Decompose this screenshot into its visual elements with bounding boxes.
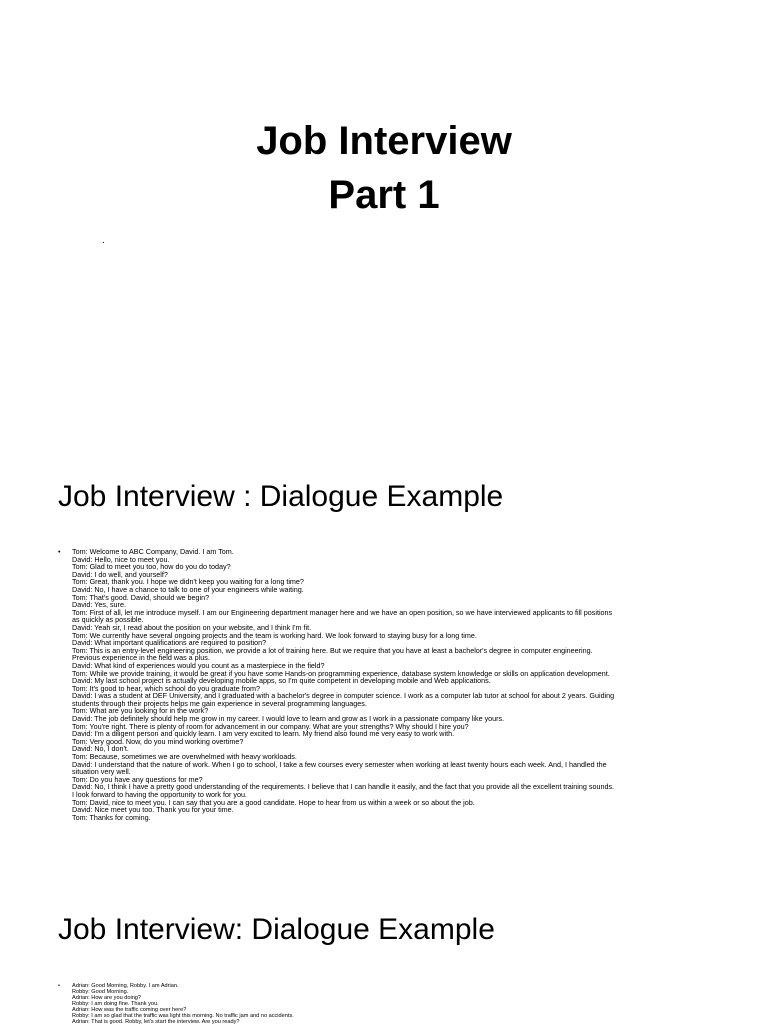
dialogue-line: Tom: Welcome to ABC Company, David. I am Tom. — [72, 547, 234, 556]
dialogue-line: Tom: Thanks for coming. — [72, 812, 151, 822]
dialogue-line: Tom: While we provide training, it would be great if you have some Hands-on programming experience, database system knowledge or skills on application development. — [72, 668, 610, 678]
dialogue-line: David: No, I have a chance to talk to one of your engineers while waiting. — [72, 584, 304, 594]
dialogue-line: Tom: We currently have several ongoing projects and the team is working hard. We look forward to staying busy for a long time. — [72, 630, 477, 640]
dialogue-line: as quickly as possible. — [72, 615, 144, 625]
dialogue-line: Adrian: That is good. Robby, let's start the interview. Are you ready? — [72, 1019, 240, 1025]
dialogue-line: David: I do well, and yourself? — [72, 569, 168, 579]
dialogue-line: David: I was a student at DEF University, and I graduated with a bachelor's degree in computer science. I work as a computer lab tutor at school for about 2 years. Guiding — [72, 691, 615, 701]
dialogue-line: Tom: Very good. Now, do you mind working overtime? — [72, 736, 244, 746]
dialogue-line: Tom: Do you have any questions for me? — [72, 774, 203, 784]
dialogue-line: Previous experience in the field was a plus. — [72, 653, 210, 663]
dialogue-line: Adrian: How was the traffic coming over here? — [72, 1007, 187, 1013]
dialogue-line: David: What important qualifications are required to position? — [72, 638, 267, 648]
dialogue-block-1 — [58, 548, 718, 821]
dialogue-line: Robby: I am so glad that the traffic was light this morning. No traffic jam and no accidents. — [72, 1013, 294, 1019]
dialogue-line: situation very well. — [72, 767, 131, 777]
dialogue-line: David: Hello, nice to meet you. — [72, 554, 170, 564]
dialogue-line: Robby: Good Morning. — [72, 989, 129, 995]
dialogue-line: Robby: I am doing fine. Thank you. — [72, 1001, 159, 1007]
dialogue-line: Adrian: How are you doing? — [72, 995, 142, 1001]
dialogue-line: Tom: Glad to meet you too, how do you do today? — [72, 562, 231, 572]
dialogue-line: Tom: Because, sometimes we are overwhelmed with heavy workloads. — [72, 752, 297, 762]
dialogue-line: Tom: David, nice to meet you. I can say that you are a good candidate. Hope to hear from us within a week or so about the job. — [72, 797, 475, 807]
dialogue-line: David: Yes, sure. — [72, 600, 126, 610]
dialogue-line: Tom: This is an entry-level engineering position, we provide a lot of training here. But we require that you have at least a bachelor's degree in computer engineering. — [72, 645, 593, 655]
dialogue-line: students through their projects helps me gain experience in several programming languages. — [72, 698, 367, 708]
dialogue-line: David: No, I don't. — [72, 744, 129, 754]
stray-mark: . — [102, 235, 105, 246]
dialogue-line: David: What kind of experiences would you count as a masterpiece in the field? — [72, 660, 325, 670]
dialogue-line: David: I'm a diligent person and quickly learn. I am very excited to learn. My friend also found me very easy to work with. — [72, 729, 455, 739]
bullet-marker: • — [58, 547, 61, 556]
slide-title-line-2: Part 1 — [328, 173, 440, 217]
dialogue-line: David: I understand that the nature of work. When I go to school, I take a few courses every semester when working at least twenty hours each week. And, I handled the — [72, 759, 607, 769]
dialogue-lines — [72, 983, 718, 1025]
dialogue-line: David: My last school project is actually developing mobile apps, so I'm quite competent in developing mobile and Web applications. — [72, 676, 491, 686]
dialogue-line: Tom: Great, thank you. I hope we didn't keep you waiting for a long time? — [72, 577, 304, 587]
dialogue-line: David: Yeah sir, I read about the position on your website, and I think I'm fit. — [72, 622, 312, 632]
dialogue-block-2 — [58, 983, 718, 1025]
bullet-marker: • — [58, 983, 60, 989]
slide-title-line-1: Job Interview — [256, 119, 512, 163]
dialogue-line: Tom: It's good to hear, which school do you graduate from? — [72, 683, 260, 693]
dialogue-line: Tom: What are you looking for in the work? — [72, 706, 209, 716]
dialogue-line: Tom: That's good. David, should we begin? — [72, 592, 210, 602]
dialogue-line: Adrian: Good Morning, Robby. I am Adrian. — [72, 983, 179, 989]
dialogue-lines — [72, 548, 718, 821]
dialogue-line: Tom: First of all, let me introduce myself. I am our Engineering department manager here and we have an open position, so we have interviewed applicants to fill positions — [72, 607, 613, 617]
section-heading-dialogue-1: Job Interview : Dialogue Example — [58, 480, 504, 513]
dialogue-line: I look forward to having the opportunity to work for you. — [72, 790, 247, 799]
dialogue-line: Tom: You're right. There is plenty of room for advancement in our company. What are your strengths? Why should I hire you? — [72, 721, 469, 731]
dialogue-line: David: The job definitely should help me grow in my career. I would love to learn and grow as I work in a passionate company like yours. — [72, 714, 505, 724]
dialogue-line: David: Nice meet you too. Thank you for your time. — [72, 805, 234, 815]
section-heading-dialogue-2: Job Interview: Dialogue Example — [58, 913, 495, 946]
dialogue-line: David: No, I think I have a pretty good understanding of the requirements. I believe that I can handle it easily, and the fact that you provide all the excellent training sounds. — [72, 782, 615, 792]
